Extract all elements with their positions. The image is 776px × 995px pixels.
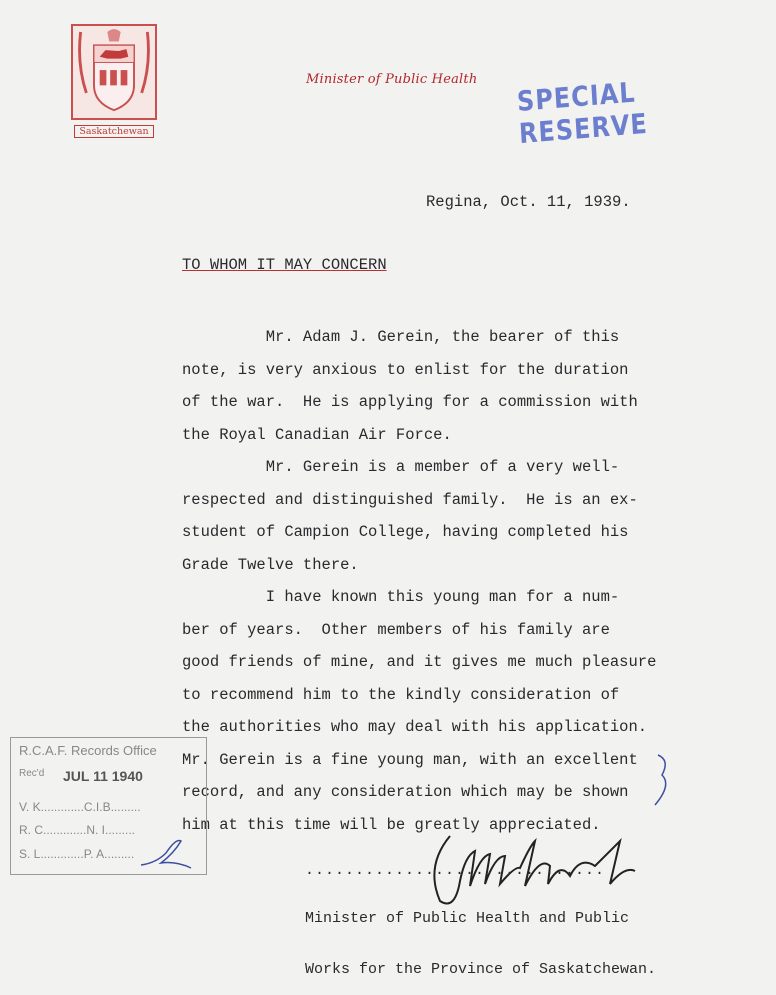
saskatchewan-crest — [71, 24, 157, 120]
body-line: Grade Twelve there. — [182, 555, 359, 574]
letter-body — [182, 321, 656, 841]
signature-line: .............................. — [305, 862, 606, 879]
margin-mark — [650, 750, 675, 810]
body-line: of the war. He is applying for a commission with — [182, 393, 638, 411]
body-line: record, and any consideration which may be shown — [182, 783, 629, 801]
special-reserve-stamp: SPECIAL RESERVE — [516, 76, 649, 150]
stamp-recd-label: Rec'd — [19, 768, 45, 779]
salutation: TO WHOM IT MAY CONCERN — [182, 256, 387, 274]
body-line: respected and distinguished family. He is an ex- — [182, 490, 638, 509]
signature-title — [305, 876, 656, 995]
stamp-row-2: R. C.............N. I......... — [19, 823, 136, 837]
body-line: Mr. Gerein is a fine young man, with an excellent — [182, 750, 638, 769]
crest-ribbon — [58, 124, 170, 140]
initials-signature — [136, 833, 196, 873]
body-line: student of Campion College, having completed his — [182, 523, 629, 541]
rcaf-records-stamp — [10, 737, 207, 875]
body-line: good friends of mine, and it gives me much pleasure — [182, 653, 657, 671]
stamp-row-3: S. L.............P. A......... — [19, 847, 135, 861]
letterhead-title: Minister of Public Health — [306, 72, 478, 87]
stamp-recd-date: JUL 11 1940 — [63, 768, 143, 784]
body-line: I have known this young man for a num- — [182, 588, 620, 606]
stamp-office: R.C.A.F. Records Office — [19, 743, 157, 758]
body-line: ber of years. Other members of his family are — [182, 620, 610, 639]
signature-title-line: Minister of Public Health and Public — [305, 910, 630, 927]
body-line: Mr. Adam J. Gerein, the bearer of this — [182, 328, 620, 346]
body-line: to recommend him to the kindly consideration of — [182, 685, 620, 704]
body-line: Mr. Gerein is a member of a very well- — [182, 458, 620, 476]
body-line: note, is very anxious to enlist for the duration — [182, 360, 629, 379]
body-line: the Royal Canadian Air Force. — [182, 425, 452, 444]
body-line: him at this time will be greatly appreciated. — [182, 815, 601, 834]
coat-of-arms-icon — [73, 26, 155, 118]
stamp-row-1: V. K.............C.I.B......... — [19, 800, 141, 814]
signature-title-line: Works for the Province of Saskatchewan. — [305, 961, 657, 978]
crest-label: Saskatchewan — [74, 125, 153, 138]
body-line: the authorities who may deal with his application. — [182, 718, 648, 736]
letter-date: Regina, Oct. 11, 1939. — [426, 193, 631, 211]
